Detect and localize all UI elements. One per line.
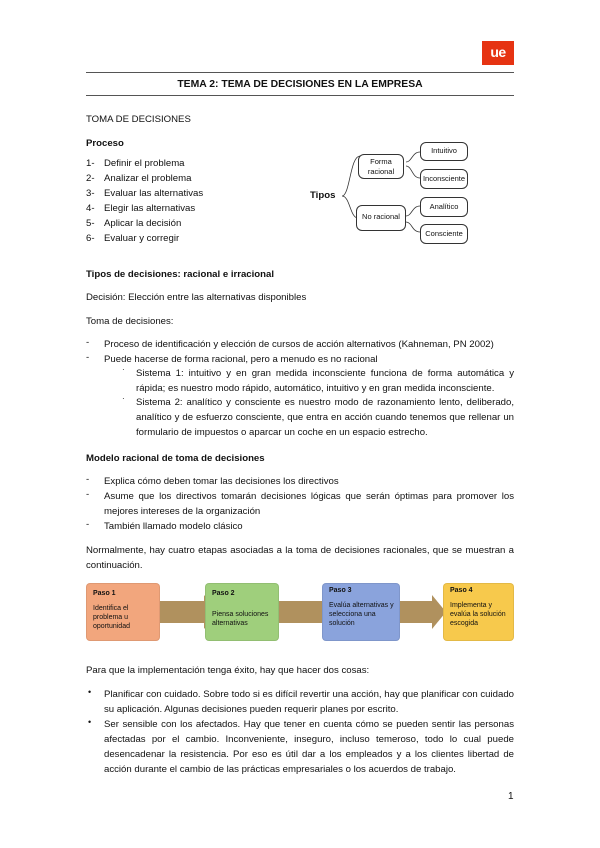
dash-bullet: -: [86, 337, 90, 348]
list-item: Evaluar las alternativas: [104, 188, 204, 199]
brand-logo: ue: [482, 41, 514, 65]
tipos-bullet-2: Puede hacerse de forma racional, pero a menudo es no racional: [104, 354, 378, 365]
list-item: Definir el problema: [104, 158, 185, 169]
diagram-leaf-consciente: Consciente: [420, 224, 468, 244]
step-name: Paso 3: [329, 587, 352, 594]
proceso-heading: Proceso: [86, 138, 124, 149]
step-name: Paso 2: [212, 590, 235, 597]
list-item: Analizar el problema: [104, 173, 192, 184]
dash-bullet: -: [86, 489, 90, 500]
step-text: Evalúa alternativas y selecciona una solución: [329, 602, 394, 627]
diagram-node-forma-racional: Forma racional: [358, 154, 404, 179]
sistema-2: Sistema 2: analítico y consciente es nuestro modo de razonamiento lento, deliberado, analítico y de esfuerzo consciente, que entra en acción cuando tenemos que rellenar un formulario de impuestos o aparcar un coche en un espacio estrecho.: [136, 397, 514, 438]
step-arrow: [158, 601, 206, 623]
list-item: Evaluar y corregir: [104, 233, 180, 244]
list-item: Elegir las alternativas: [104, 203, 196, 214]
tipos-bullet-1: Proceso de identificación y elección de cursos de acción alternativos (Kahneman, PN 2002): [104, 339, 494, 350]
header-rule: [86, 72, 514, 73]
diagram-node-no-racional: No racional: [356, 205, 406, 231]
modelo-heading: Modelo racional de toma de decisiones: [86, 453, 265, 464]
step-text: Piensa soluciones alternativas: [212, 611, 269, 627]
implementacion-bullet-2: Ser sensible con los afectados. Hay que tener en cuenta cómo se pueden sentir las personas afectadas por el cambio. Inconveniente, inseguro, incluso temeroso, todo lo cual puede desencadenar la resistencia. Por eso es útil dar a los empleados y a los clientes libertad de acción durante el cambio de las prácticas empresariales o los acuerdos de trabajo.: [104, 719, 514, 775]
diagram-root-label: Tipos: [310, 190, 336, 201]
section-label: TOMA DE DECISIONES: [86, 114, 191, 125]
list-item-number: 5-: [86, 218, 95, 229]
list-item-number: 4-: [86, 203, 95, 214]
toma-label: Toma de decisiones:: [86, 316, 174, 327]
modelo-intro: Normalmente, hay cuatro etapas asociadas a la toma de decisiones racionales, que se muestran a continuación.: [86, 545, 514, 571]
list-item-number: 2-: [86, 173, 95, 184]
bullet-dot: •: [88, 717, 92, 727]
list-item-number: 6-: [86, 233, 95, 244]
sistema-1: Sistema 1: intuitivo y en gran medida inconsciente funciona de forma automática y rápida; es nuestro modo rápido, automático, intuitivo y en gran medida inconsciente.: [136, 368, 514, 394]
title-rule: [86, 95, 514, 96]
step-text: Identifica el problema u oportunidad: [93, 605, 130, 630]
implementacion-bullet-1: Planificar con cuidado. Sobre todo si es difícil revertir una acción, hay que planificar con cuidado su aplicación. Algunas decisiones pueden requerir planes por escrito.: [104, 689, 514, 715]
list-item: Aplicar la decisión: [104, 218, 182, 229]
step-text: Implementa y evalúa la solución escogida: [450, 602, 506, 627]
list-item-number: 1-: [86, 158, 95, 169]
step-name: Paso 1: [93, 590, 116, 597]
dot-bullet: ·: [122, 365, 125, 374]
dash-bullet: -: [86, 352, 90, 363]
dot-bullet: ·: [122, 394, 125, 403]
bullet-dot: •: [88, 687, 92, 697]
step-arrow: [398, 601, 434, 623]
modelo-bullet-2: Asume que los directivos tomarán decisiones lógicas que serán óptimas para promover los mejores intereses de la organización: [104, 491, 514, 517]
step-name: Paso 4: [450, 587, 473, 594]
dash-bullet: -: [86, 519, 90, 530]
tipos-heading: Tipos de decisiones: racional e irracional: [86, 269, 275, 280]
step-arrow: [276, 601, 324, 623]
modelo-bullet-3: También llamado modelo clásico: [104, 521, 243, 532]
page-number: 1: [508, 791, 514, 802]
diagram-leaf-intuitivo: Intuitivo: [420, 142, 468, 161]
diagram-leaf-inconsciente: Inconsciente: [420, 169, 468, 189]
diagram-leaf-analitico: Analítico: [420, 197, 468, 217]
implementacion-intro: Para que la implementación tenga éxito, hay que hacer dos cosas:: [86, 665, 370, 676]
modelo-bullet-1: Explica cómo deben tomar las decisiones los directivos: [104, 476, 339, 487]
decision-definition: Decisión: Elección entre las alternativas disponibles: [86, 292, 307, 303]
list-item-number: 3-: [86, 188, 95, 199]
dash-bullet: -: [86, 474, 90, 485]
page-title: TEMA 2: TEMA DE DECISIONES EN LA EMPRESA: [177, 79, 423, 90]
